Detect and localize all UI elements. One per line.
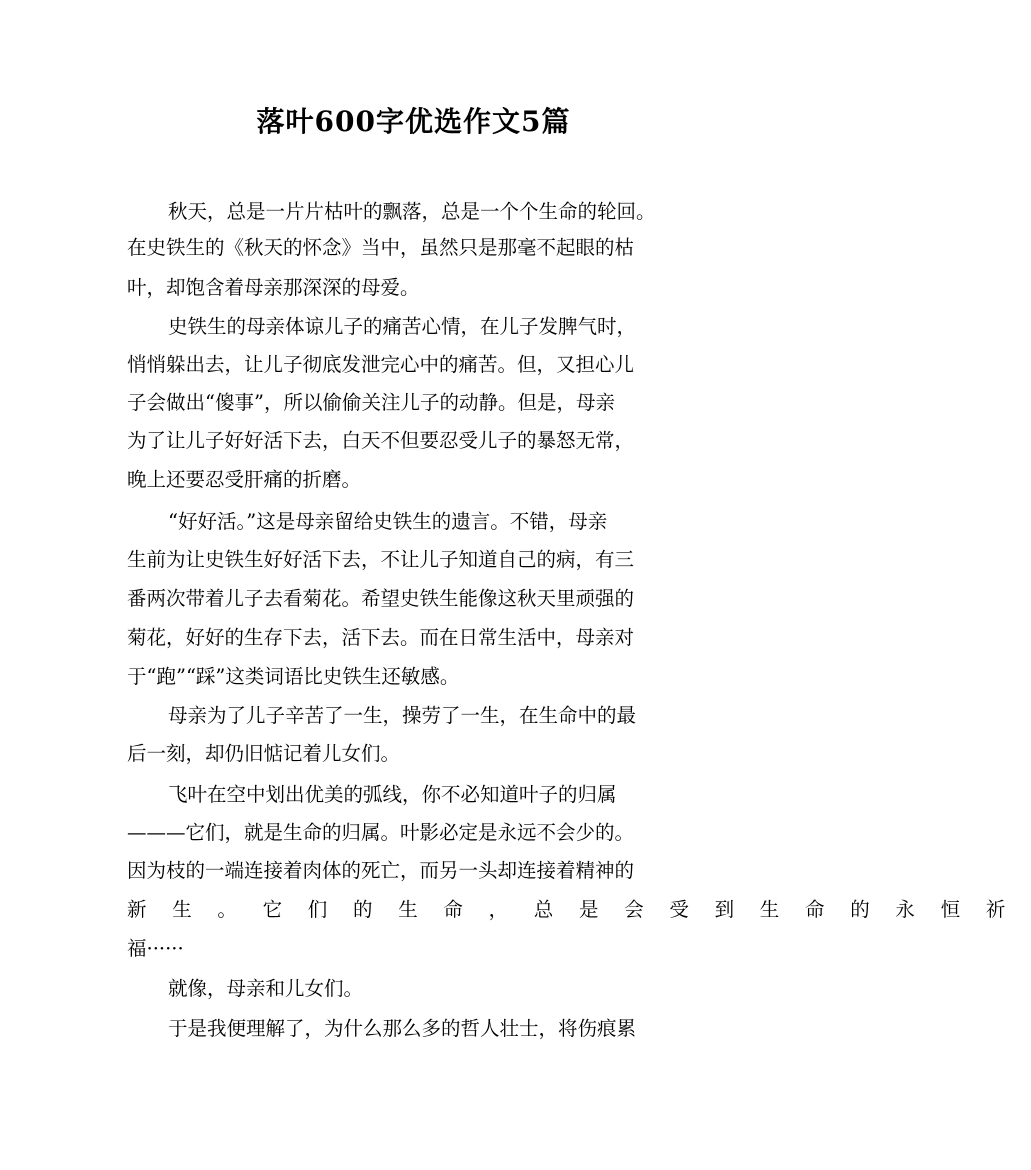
text-line: 悄悄躲出去，让儿子彻底发泄完心中的痛苦。但，又担心儿 [127,353,635,376]
text-line: 为了让儿子好好活下去，白天不但要忍受儿子的暴怒无常， [127,429,635,452]
text-line: 番两次带着儿子去看菊花。希望史铁生能像这秋天里顽强的 [127,587,635,610]
text-line: 菊花，好好的生存下去，活下去。而在日常生活中，母亲对 [127,626,635,649]
text-line: 因为枝的一端连接着肉体的死亡，而另一头却连接着精神的 [127,859,635,882]
text-line: 福······ [127,937,184,960]
text-line: 于是我便理解了，为什么那么多的哲人壮士，将伤痕累 [168,1017,637,1040]
text-line: 新生。它们的生命，总是会受到生命的永恒祈 [127,898,1031,921]
text-line: “好好活。”这是母亲留给史铁生的遗言。不错，母亲 [168,510,608,533]
text-line: 秋天，总是一片片枯叶的飘落，总是一个个生命的轮回。 [168,200,656,223]
text-line: 在史铁生的《秋天的怀念》当中，虽然只是那毫不起眼的枯 [127,236,635,259]
document-title: 落叶600字优选作文5篇 [256,105,571,138]
text-line: 母亲为了儿子辛苦了一生，操劳了一生，在生命中的最 [168,704,637,727]
text-line: 子会做出“傻事”，所以偷偷关注儿子的动静。但是，母亲 [127,391,615,414]
text-line: 就像，母亲和儿女们。 [168,977,364,1000]
text-line: 史铁生的母亲体谅儿子的痛苦心情，在儿子发脾气时， [168,315,637,338]
text-line: 于“跑”“踩”这类词语比史铁生还敏感。 [127,665,460,688]
text-line: 后一刻，却仍旧惦记着儿女们。 [127,742,401,765]
text-line: 生前为让史铁生好好活下去，不让儿子知道自己的病，有三 [127,548,635,571]
text-line: ———它们，就是生命的归属。叶影必定是永远不会少的。 [127,821,635,844]
text-line: 晚上还要忍受肝痛的折磨。 [127,468,362,491]
text-line: 叶，却饱含着母亲那深深的母爱。 [127,276,420,299]
text-line: 飞叶在空中划出优美的弧线，你不必知道叶子的归属 [168,783,617,806]
